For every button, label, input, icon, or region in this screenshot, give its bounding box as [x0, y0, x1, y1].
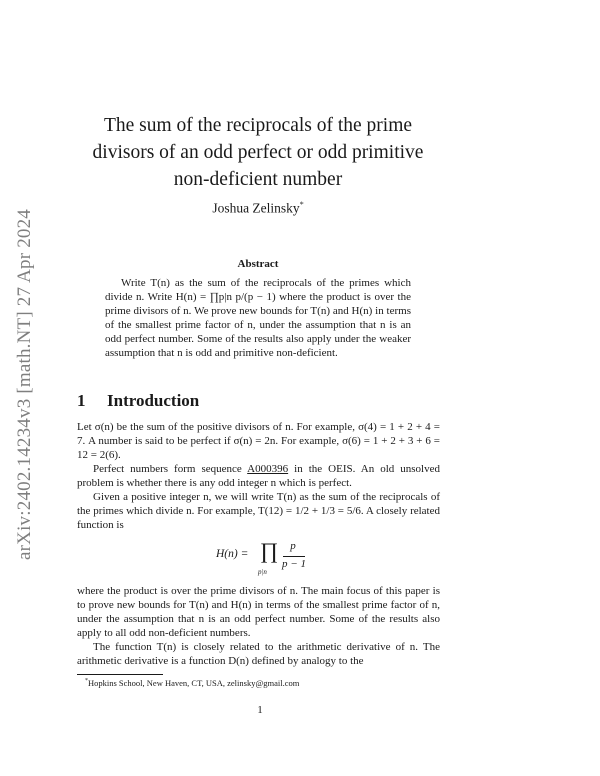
equation-lhs: H(n) = [216, 548, 249, 560]
section-number: 1 [77, 391, 86, 410]
paragraph: Given a positive integer n, we will write T(n) as the sum of the reciprocals of the primes which divide n. For example, T(12) = 1/2 + 1/3 = 5/6. A closely related function is [77, 491, 440, 531]
title-line: divisors of an odd perfect or odd primitive [92, 142, 424, 163]
abstract-heading: Abstract [237, 258, 279, 270]
arxiv-identifier: arXiv:2402.14234v3 [math.NT] 27 Apr 2024 [14, 208, 35, 560]
footnote-text: Hopkins School, New Haven, CT, USA, zelinsky@gmail.com [88, 678, 300, 688]
paragraph: where the product is over the prime divisors of n. The main focus of this paper is to prove new bounds for T(n) and H(n) in terms of the smallest prime factor of n, under the assumption that n is an odd perfect number. Some of the results also apply to all odd non-deficient numbers. [77, 585, 440, 639]
page-number: 1 [257, 704, 263, 716]
fraction-numerator: p [290, 540, 296, 552]
equation-H [77, 538, 440, 578]
abstract-body: Write T(n) as the sum of the reciprocals of the primes which divide n. Write H(n) = ∏p|n p/(p − 1) where the product is over the prime divisors of n. We prove new bounds for T(n) and H(n) in terms of the smallest prime factor of n, under the assumption that n is an odd perfect number. Some of the results also apply under the weaker assumption that n is odd and primitive non-deficient. [105, 277, 411, 359]
fraction-bar [283, 556, 305, 557]
paragraph: Let σ(n) be the sum of the positive divisors of n. For example, σ(4) = 1 + 2 + 4 = 7. A number is said to be perfect if σ(n) = 2n. For example, σ(6) = 1 + 2 + 3 + 6 = 12 = 2(6). [77, 421, 440, 461]
section-title: Introduction [107, 391, 200, 410]
product-symbol: ∏ [260, 538, 279, 563]
footnote-rule [77, 674, 163, 675]
author-footnote-mark: * [299, 200, 304, 209]
abstract-text [105, 276, 411, 360]
oeis-link[interactable]: A000396 [247, 463, 289, 475]
intro-text [77, 420, 440, 532]
section-heading [77, 391, 199, 411]
fraction-denominator: p − 1 [282, 558, 306, 570]
intro-text-continued [77, 584, 440, 668]
paper-title [70, 112, 446, 193]
author [70, 200, 446, 217]
title-line: The sum of the reciprocals of the prime [103, 115, 413, 136]
footnote-mark: * [85, 678, 88, 685]
paragraph: The function T(n) is closely related to the arithmetic derivative of n. The arithmetic derivative is a function D(n) defined by analogy to the [77, 641, 440, 667]
paragraph: Perfect numbers form sequence A000396 in the OEIS. An old unsolved problem is whether there is any odd integer n which is perfect. [77, 463, 440, 489]
title-line: non-deficient number [173, 169, 343, 190]
author-name: Joshua Zelinsky [212, 200, 300, 216]
product-subscript: p|n [258, 568, 267, 576]
footnote [85, 678, 299, 688]
